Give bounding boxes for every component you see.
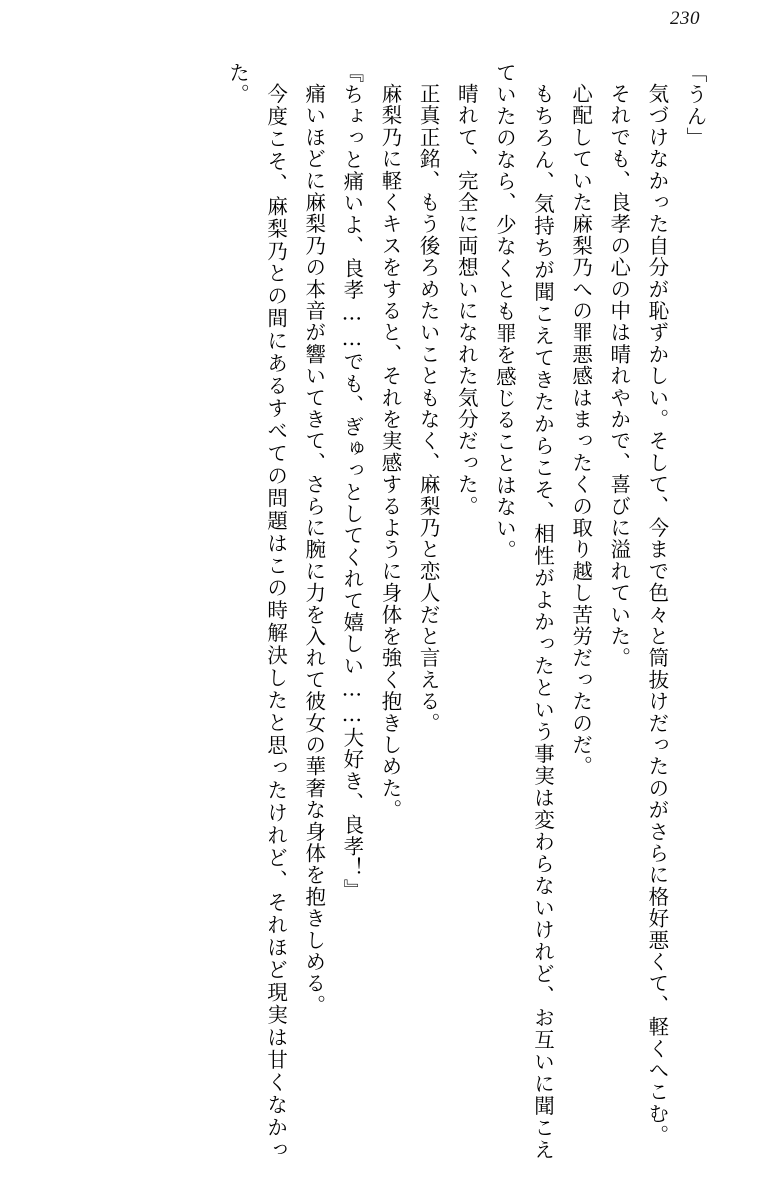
- paragraph: 今度こそ、麻梨乃との間にあるすべての問題はこの時解決したと思ったけれど、それほど現実は甘くなかった。: [225, 62, 288, 1160]
- paragraph: 気づけなかった自分が恥ずかしい。そして、今まで色々と筒抜けだったのがさらに格好悪くて、軽くへこむ。: [644, 82, 669, 1146]
- page-number: 230: [670, 8, 700, 29]
- paragraph: 「うん」: [683, 62, 707, 149]
- paragraph: 正真正銘、もう後ろめたいこともなく、麻梨乃と恋人だと言える。: [416, 82, 441, 734]
- paragraph: 晴れて、完全に両想いになれた気分だった。: [454, 82, 479, 517]
- paragraph: それでも、良孝の心の中は晴れやかで、喜びに溢れていた。: [606, 82, 631, 669]
- paragraph: 『ちょっと痛いよ、良孝……でも、ぎゅっとしてくれて嬉しい……大好き、良孝！』: [339, 62, 364, 901]
- paragraph: 麻梨乃に軽くキスをすると、それを実感するように身体を強く抱きしめた。: [378, 82, 402, 821]
- paragraph: 心配していた麻梨乃への罪悪感はまったくの取り越し苦労だったのだ。: [568, 82, 593, 777]
- page-body-text: [120, 62, 714, 1160]
- paragraph: もちろん、気持ちが聞こえてきたからこそ、相性がよかったという事実は変わらないけれど、お互いに聞こえていたのなら、少なくとも罪を感じることはない。: [492, 62, 555, 1160]
- paragraph: 痛いほどに麻梨乃の本音が響いてきて、さらに腕に力を入れて彼女の華奢な身体を抱きしめる。: [301, 82, 326, 1016]
